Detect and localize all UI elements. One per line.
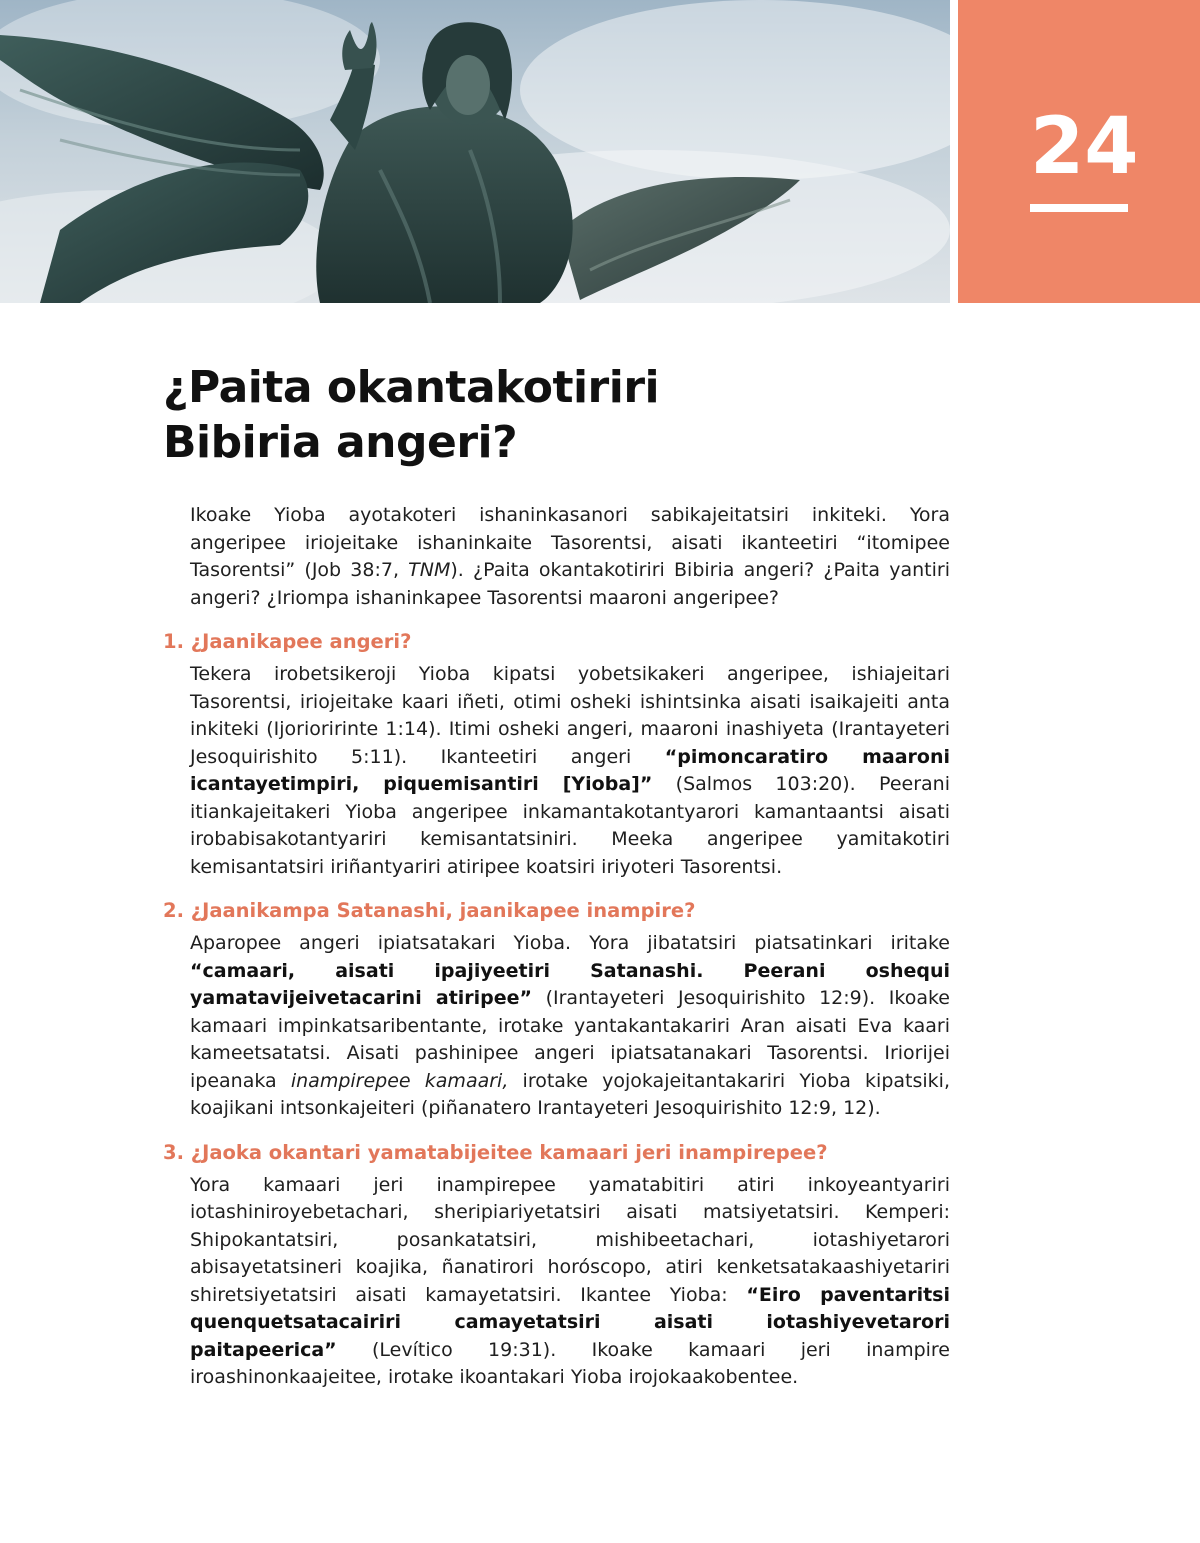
section-paragraph-3 xyxy=(190,1172,950,1392)
hero-image xyxy=(0,0,950,303)
title-line-1: ¿Paita okantakotiriri xyxy=(163,362,660,413)
section-2-text-2: (Irantayeteri Jesoquirishito 12:9). Ikoake kamaari impinkatsaribentante, irotake yantakantakariri Aran aisati Eva kaari kameetsatatsi. Aisati pashinipee angeri ipiatsatanakari Tasorentsi. Iriorijei ipeanaka xyxy=(190,987,950,1092)
section-3-text-1: Yora kamaari jeri inampirepee yamatabitiri atiri inkoyeantyariri iotashiniroyebetachari, sheripiariyetatsiri aisati matsiyetatsiri. Kemperi: Shipokantatsiri, posankatatsiri, mishibeetachari, iotashiyetarori abisayetatsineri koajika, ñanatirori horóscopo, atiri kenketsatakaashiyetariri shiretsiyetatsiri aisati kamayetatsiri. Ikantee Yioba: xyxy=(190,1173,950,1306)
title-line-2: Bibiria angeri? xyxy=(163,417,518,468)
section-2-text-3: irotake yojokajeitantakariri Yioba kipatsiki, koajikani intsonkajeiteri (piñanatero Irantayeteri Jesoquirishito 12:9, 12). xyxy=(190,1069,950,1119)
section-paragraph-2 xyxy=(190,930,950,1123)
section-3-text-2: (Levítico 19:31). Ikoake kamaari jeri inampire iroashinonkaajeitee, irotake ikoantakari Yioba irojokaakobentee. xyxy=(190,1338,950,1388)
article-body xyxy=(163,502,950,1406)
section-1-quote: “pimoncaratiro maaroni icantayetimpiri, piquemisantiri [Yioba]” xyxy=(190,745,950,795)
section-heading-2: 2. ¿Jaanikampa Satanashi, jaanikapee inampire? xyxy=(163,899,696,922)
section-2-quote: “camaari, aisati ipajiyeetiri Satanashi. Peerani oshequi yamatavijeivetacarini atiripee” xyxy=(190,959,950,1009)
section-2-italic: inampirepee kamaari, xyxy=(290,1069,509,1092)
intro-text-1: Ikoake Yioba ayotakoteri ishaninkasanori sabikajeitatsiri inkiteki. Yora angeripee iriojeitake ishaninkaite Tasorentsi, aisati ikanteetiri “itomipee Tasorentsi” (Job 38:7, xyxy=(190,504,950,581)
intro-citation-italic: TNM xyxy=(408,559,451,581)
page-title xyxy=(163,360,923,470)
section-2-text-1: Aparopee angeri ipiatsatakari Yioba. Yora jibatatsiri piatsatinkari iritake xyxy=(190,932,950,954)
section-3-quote: “Eiro paventaritsi quenquetsatacairiri camayetatsiri aisati iotashiyevetarori paitapeerica” xyxy=(190,1283,950,1361)
section-paragraph-1 xyxy=(190,661,950,881)
angel-statue-illustration xyxy=(0,0,950,303)
intro-paragraph xyxy=(190,502,950,612)
section-1-text-2: (Salmos 103:20). Peerani itiankajeitakeri Yioba angeripee inkamantakotantyarori kamantaantsi aisati irobabisakotantyariri kemisantatsiniri. Meeka angeripee yamitakotiri kemisantatsiri iriñantyariri atiripee koatsiri iriyoteri Tasorentsi. xyxy=(190,773,950,878)
lesson-number-underline xyxy=(1030,204,1128,212)
section-1-text-1: Tekera irobetsikeroji Yioba kipatsi yobetsikakeri angeripee, ishiajeitari Tasorentsi, iriojeitake kaari iñeti, otimi osheki ishintsinka aisati isaikajeiti anta inkiteki (Ijorioririnte 1:14). Itimi osheki angeri, maaroni inashiyeta (Irantayeteri Jesoquirishito 5:11). Ikanteetiri angeri xyxy=(190,663,950,768)
intro-text-2: ). ¿Paita okantakotiriri Bibiria angeri? ¿Paita yantiri angeri? ¿Iriompa ishaninkapee Tasorentsi maaroni angeripee? xyxy=(190,559,950,609)
section-heading-3: 3. ¿Jaoka okantari yamatabijeitee kamaari jeri inampirepee? xyxy=(163,1140,828,1164)
lesson-number: 24 xyxy=(1030,102,1139,192)
section-heading-1: 1. ¿Jaanikapee angeri? xyxy=(163,630,412,653)
